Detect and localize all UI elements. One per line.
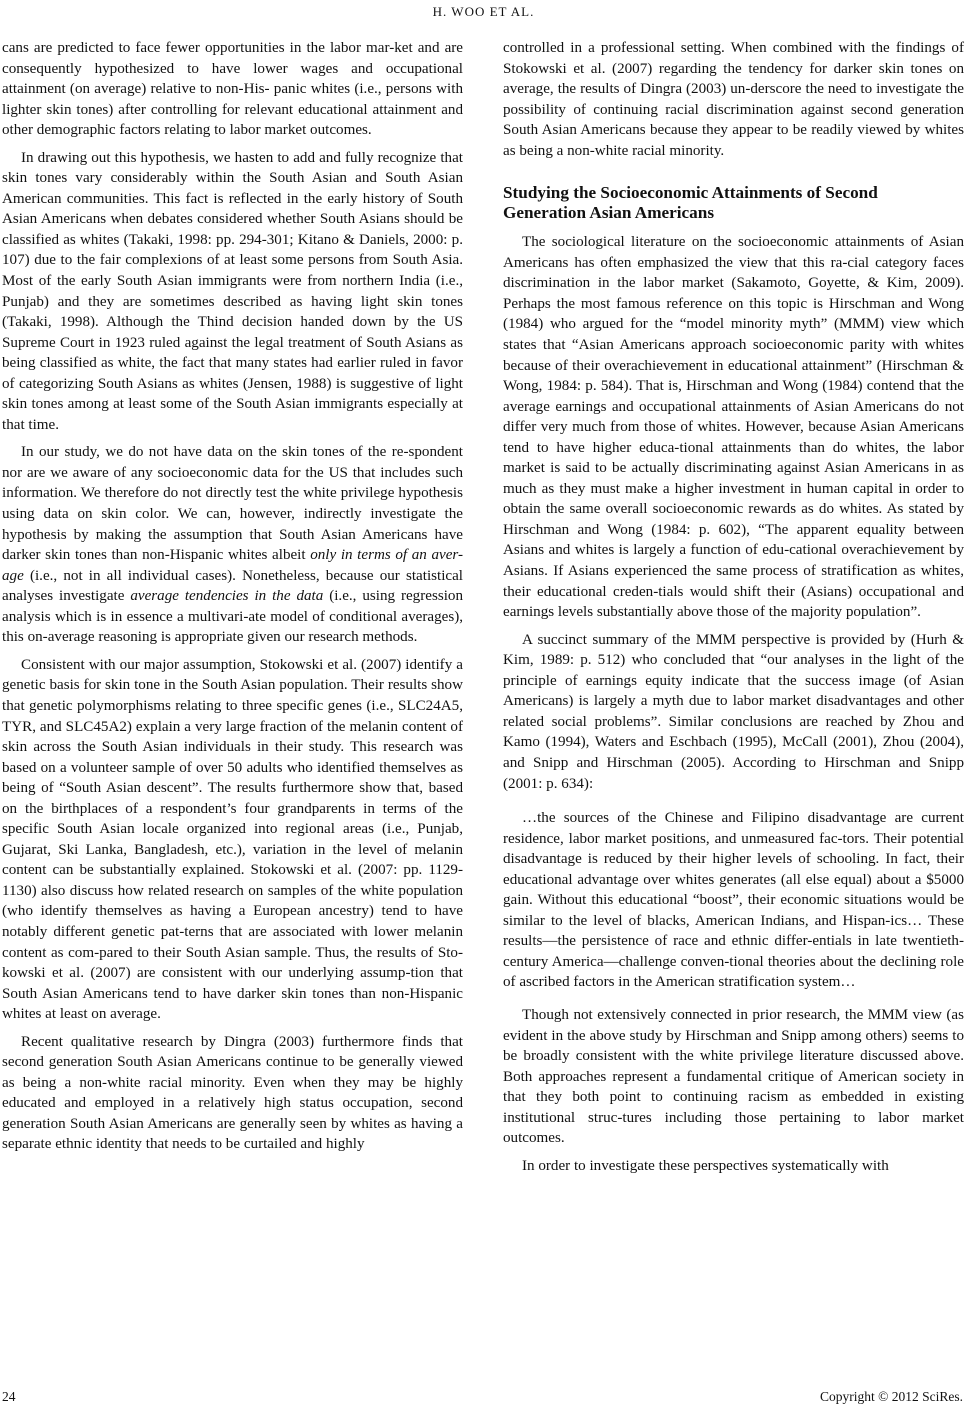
running-head: H. WOO ET AL. xyxy=(432,4,535,19)
paragraph: Recent qualitative research by Dingra (2003) furthermore finds that second generation South Asian Americans continue to be generally viewed as being a non-white racial minority. Even when they may be highly educated and employed in a relatively high status occupation, second generation South Asian Americans are generally seen by whites as having a separate ethnic identity that needs to be curtailed and highly xyxy=(2,1033,463,1153)
left-column xyxy=(2,38,463,1162)
paragraph: In order to investigate these perspectives systematically with xyxy=(522,1157,889,1174)
section-heading: Studying the Socioeconomic Attainments of Second Generation Asian Americans xyxy=(503,183,878,223)
right-column xyxy=(503,38,964,1183)
paragraph: controlled in a professional setting. When combined with the findings of Stokowski et al. (2007) regarding the tendency for darker skin tones on average, the results of Dingra (2003) un-derscore the need to investigate the possibility of continuing racial discrimination against second generation South Asian Americans because they appear to be readily viewed by whites as being a non-white racial minority. xyxy=(503,40,964,159)
paragraph: The sociological literature on the socioeconomic attainments of Asian Americans has often emphasized the view that this ra-cial category faces discrimination in the labor market (Sakamoto, Goyette, & Kim, 2009). Perhaps the most famous reference on this topic is Hirschman and Wong (1984) who argued for the “model minority myth” (MMM) view which states that “Asian Americans approach socioeconomic parity with whites because of their overachievement in educational attainment” (Hirschman & Wong, 1984: p. 584). That is, Hirschman and Wong (1984) contend that the average earnings and occupational attainments of Asian Americans do not differ very much from those of whites. However, because Asian Americans tend to have higher educa-tional attainments than do whites, the labor market is said to be actually discriminating against Asian Americans in as much as they must make a higher investment in human capital in order to obtain the same overall socioeconomic rewards as do whites. As stated by Hirschman and Wong (1984: p. 602), “The apparent equality between Asians and whites is largely a function of edu-cational overachievement by Asians. If Asians experienced the same process of stratification as whites, their educational creden-tials would shift their (Asians) occupational and earnings levels substantially above those of the majority population”. xyxy=(503,234,964,621)
paragraph: Though not extensively connected in prior research, the MMM view (as evident in the above study by Hirschman and Snipp among others) seems to be broadly consistent with the white privilege literature discussed above. Both approaches represent a fundamental critique of American society in that they both point to continuing racism as embedded in existing institutional struc-tures including those pertaining to labor market outcomes. xyxy=(503,1006,964,1147)
paragraph: In drawing out this hypothesis, we hasten to add and fully recognize that skin tones vary considerably within the South Asian and South Asian American communities. This fact is reflected in the early history of South Asian Americans when debates considered whether South Asians should be classified as whites (Takaki, 1998: pp. 294-301; Kitano & Daniels, 2000: p. 107) due to the fair complexions of at least some persons from South Asia. Most of the early South Asian immigrants were from northern India (i.e., Punjab) and they are sometimes described as having light skin tones (Takaki, 1998). Although the Thind decision handed down by the US Supreme Court in 1923 ruled against the legal treatment of South Asians as being classified as white, the fact that many states had earlier ruled in favor of categorizing South Asians as whites (Jensen, 1988) is suggestive of light skin tones among at least some of the South Asian immigrants especially at that time. xyxy=(2,149,463,433)
emphasis-text: average tendencies in the data xyxy=(130,588,324,605)
copyright-notice: Copyright © 2012 SciRes. xyxy=(819,1389,963,1404)
block-quote: …the sources of the Chinese and Filipino disadvantage are current residence, labor market positions, and unmeasured fac-tors. Their potential disadvantage is reduced by their higher levels of schooling. In fact, their educational advantage over whites generates (all else equal) about a $5000 gain. Without this educational “boost”, their economic situations would be similar to the level of blacks, American Indians, and Hispan-ics… These results—the persistence of race and ethnic differ-entials in late twentieth-century America—challenge conven-tional theories about the declining role of ascribed factors in the American stratification system… xyxy=(503,810,964,991)
paragraph: A succinct summary of the MMM perspective is provided by (Hurh & Kim, 1989: p. 512) who concluded that “our analyses in the light of the principle of earnings equity indicate that the success image (of Asian Americans) is largely a myth due to labor market disadvantages and other related social problems”. Similar conclusions are reached by Zhou and Kamo (1994), Waters and Eschbach (1995), McCall (2001), Zhou (2004), and Snipp and Hirschman (2005). According to Hirschman and Snipp (2001: p. 634): xyxy=(503,631,964,792)
page-number: 24 xyxy=(2,1389,16,1404)
emphasis-text: only in terms of an aver-age xyxy=(2,547,463,584)
paragraph: cans are predicted to face fewer opportunities in the labor mar-ket and are consequently hypothesized to have lower wages and occupational attainment (on average) relative to non-His- panic whites (i.e., persons with lighter skin tones) after controlling for relevant educational attainment and other demographic factors relating to labor market outcomes. xyxy=(2,40,463,139)
paragraph-text: (i.e., using regression analysis which is in essence a multivari-ate model of conditional averages), this on-average reasoning is appropriate given our research methods. xyxy=(2,588,463,646)
paragraph-text: In our study, we do not have data on the skin tones of the re-spondent nor are we aware of any socioeconomic data for the US that includes such information. We therefore do not directly test the white privilege hypothesis using data on skin color. We can, however, indirectly investigate the hypothesis by making the assumption that South Asian Americans have darker skin tones than non-Hispanic whites albeit xyxy=(2,444,463,564)
paragraph-text: (i.e., not in all individual cases). Nonetheless, because our statistical analyses investigate xyxy=(2,567,463,605)
paragraph xyxy=(2,442,463,647)
paragraph: Consistent with our major assumption, Stokowski et al. (2007) identify a genetic basis for skin tone in the South Asian population. Their results show that genetic polymorphisms relating to three specific genes (i.e., SLC24A5, TYR, and SLC45A2) explain a very large fraction of the melanin content of skin across the South Asian individuals in their study. This research was based on a volunteer sample of over 50 adults who identified themselves as being of “South Asian descent”. The results furthermore show that, based on the birthplaces of a respondent’s four grandparents in terms of the specific South Asian locale organized into regional areas (i.e., Punjab, Gujarat, Ski Lanka, Bangladesh, etc.), variation in the level of melanin content can be substantially explained. Stokowski et al. (2007: pp. 1129-1130) also discuss how related research on samples of the white population (who identify themselves as having a European ancestry) tend to have notably different genetic pat-terns that are associated with lower melanin content as com-pared to their South Asian sample. Thus, the results of Sto-kowski et al. (2007) are consistent with our underlying assump-tion that South Asian Americans tend to have darker skin tones than non-Hispanic whites at least on average. xyxy=(2,656,463,1023)
